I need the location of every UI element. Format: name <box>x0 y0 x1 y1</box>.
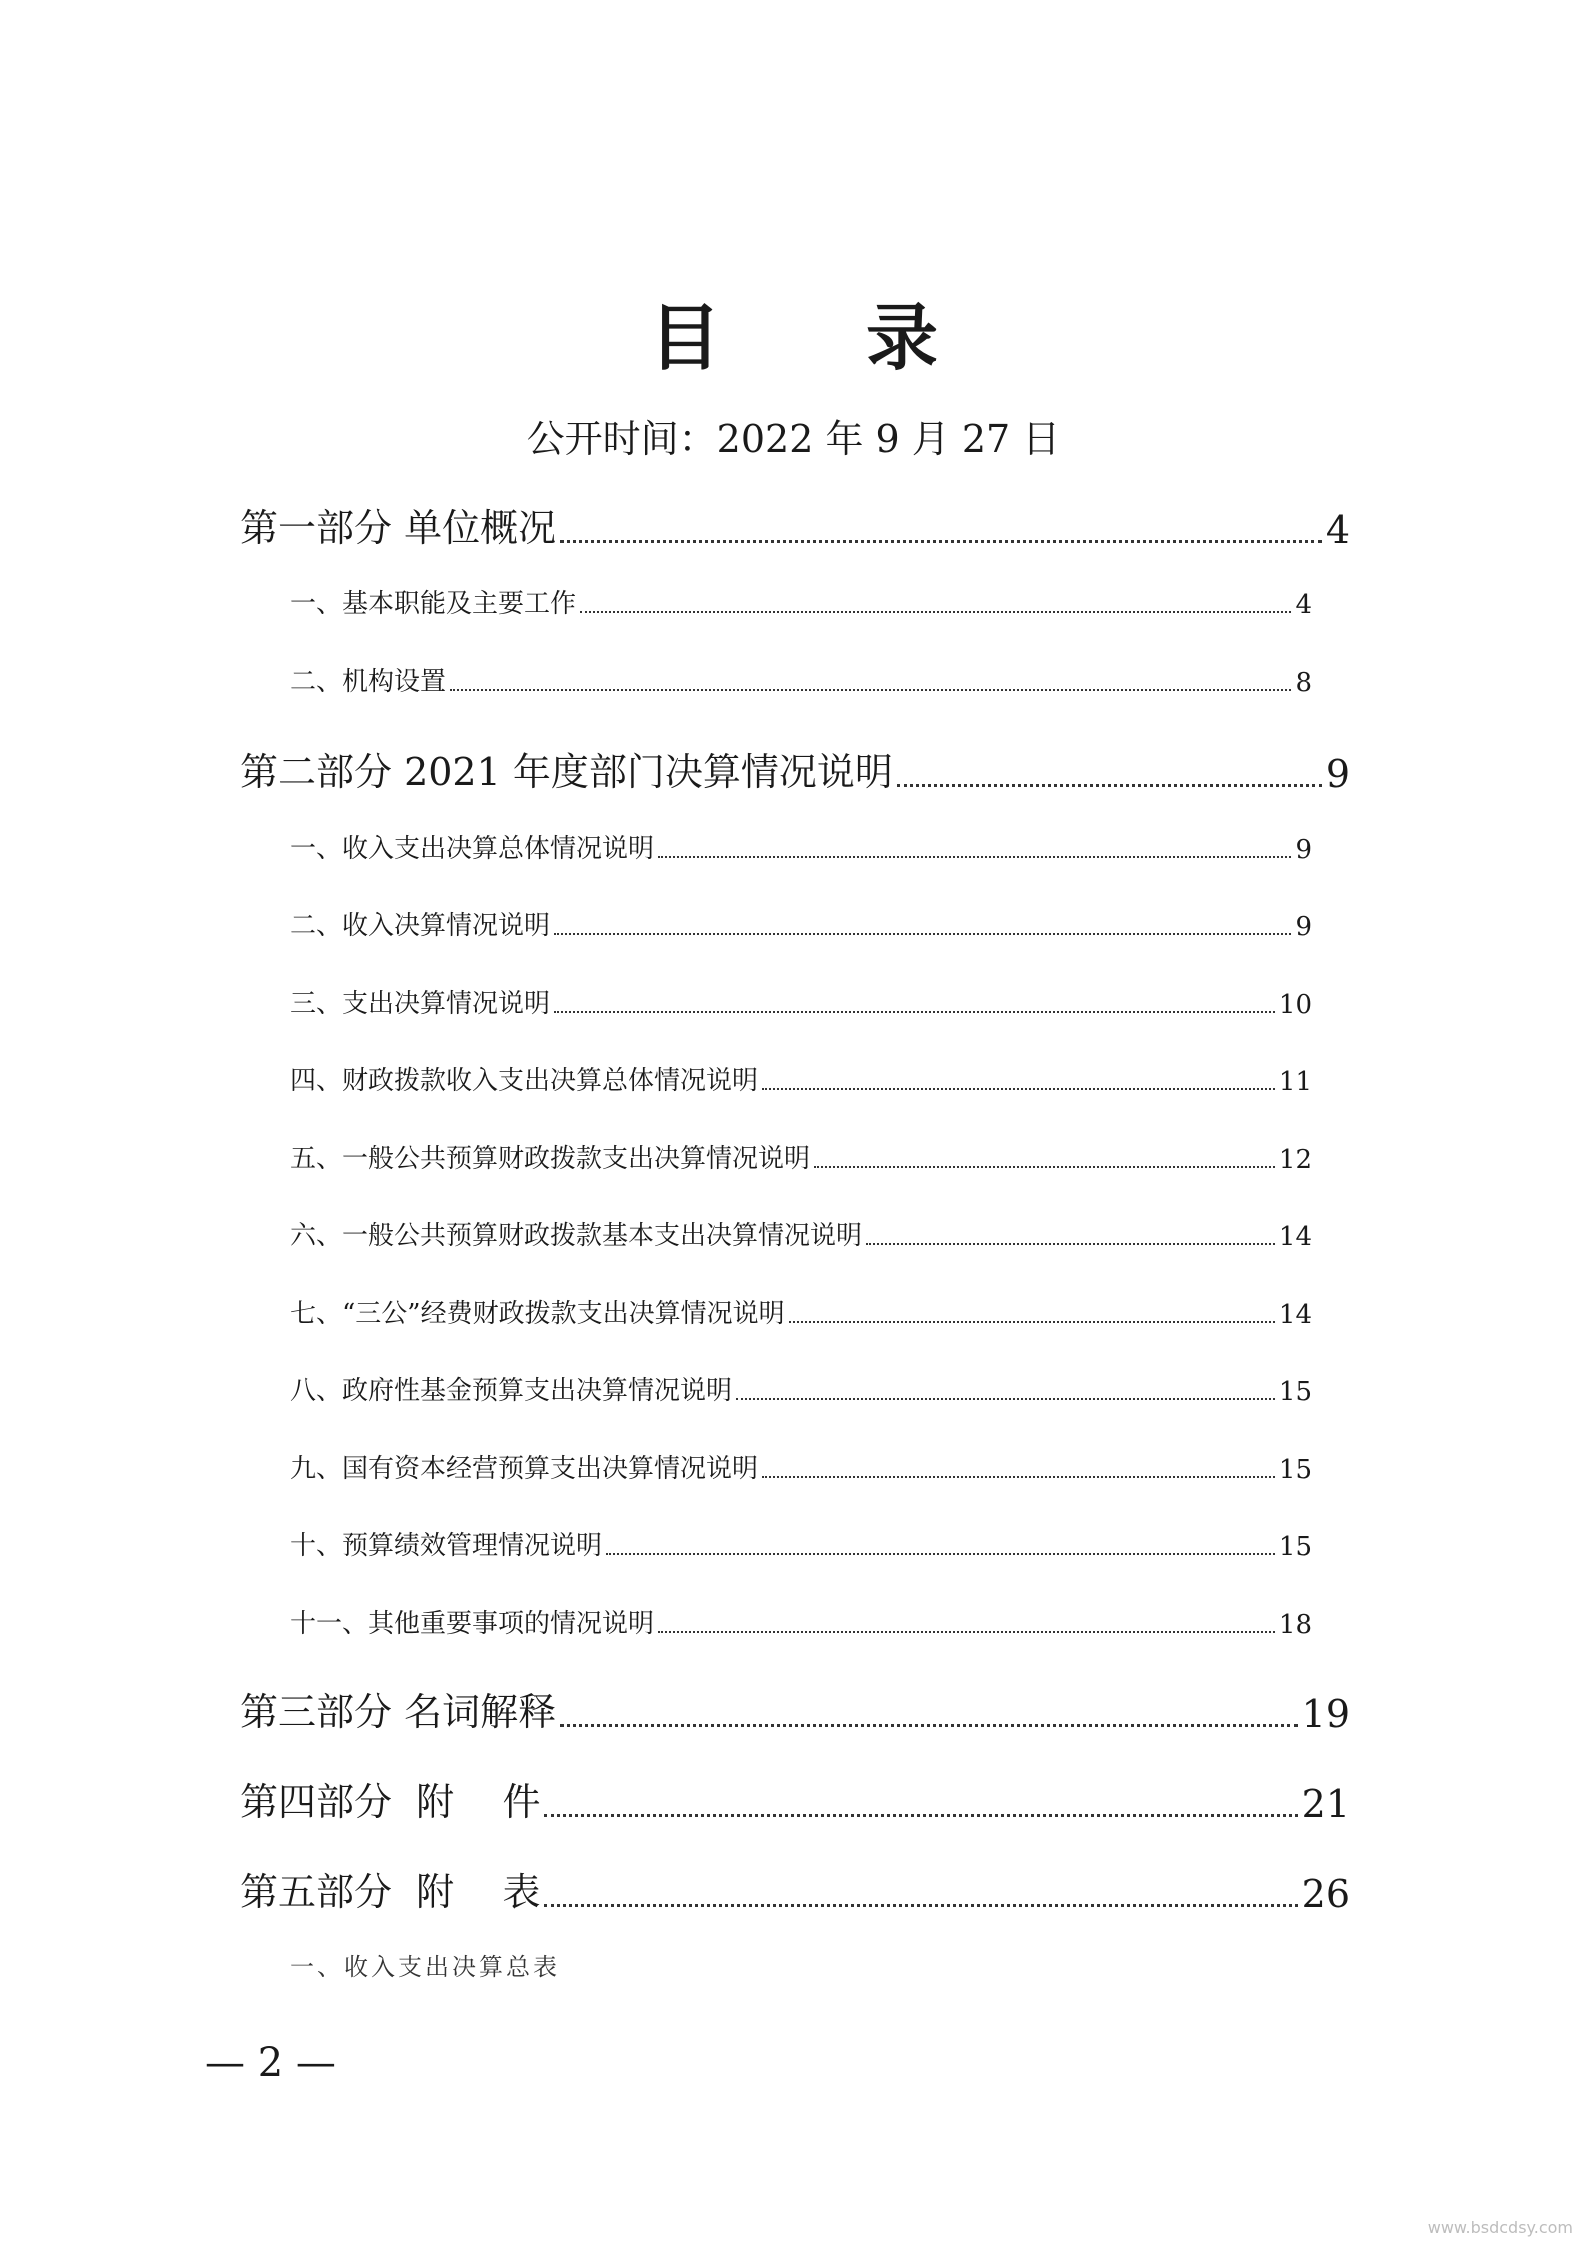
toc-item[interactable] <box>290 1600 1312 1640</box>
toc-page: 15 <box>1278 1532 1312 1562</box>
toc-item[interactable] <box>290 980 1312 1020</box>
dot-leader <box>450 689 1291 691</box>
toc-label: 七、“三公”经费财政拨款支出决算情况说明 <box>290 1299 785 1329</box>
toc-page: 8 <box>1295 668 1312 698</box>
dot-leader <box>580 611 1291 613</box>
toc-item[interactable] <box>290 1057 1312 1097</box>
toc-page: 18 <box>1278 1610 1312 1640</box>
toc-label: 五、一般公共预算财政拨款支出决算情况说明 <box>290 1144 811 1174</box>
page-number: — 2 — <box>205 2040 336 2086</box>
toc-item[interactable] <box>290 825 1312 865</box>
toc-item[interactable] <box>290 1135 1312 1175</box>
dot-leader <box>789 1321 1275 1323</box>
toc-page: 14 <box>1278 1300 1312 1330</box>
toc-item[interactable] <box>290 580 1312 620</box>
toc-item[interactable] <box>290 658 1312 698</box>
toc-label: 第四部分 附 件 <box>240 1780 541 1824</box>
toc-item[interactable] <box>290 1290 1312 1330</box>
dot-leader <box>658 1631 1275 1633</box>
publish-date: 公开时间：2022 年 9 月 27 日 <box>526 417 1061 461</box>
dot-leader <box>897 784 1322 787</box>
toc-label: 九、国有资本经营预算支出决算情况说明 <box>290 1454 759 1484</box>
dot-leader <box>544 1904 1297 1907</box>
toc-item[interactable] <box>290 1522 1312 1562</box>
toc-page: 26 <box>1301 1872 1350 1916</box>
toc-label: 十一、其他重要事项的情况说明 <box>290 1609 655 1639</box>
toc-page: 11 <box>1278 1067 1312 1097</box>
dot-leader <box>606 1553 1275 1555</box>
toc-page: 15 <box>1278 1377 1312 1407</box>
toc-page: 15 <box>1278 1455 1312 1485</box>
toc-page: 9 <box>1295 912 1312 942</box>
toc-item[interactable] <box>290 902 1312 942</box>
dot-leader <box>554 933 1291 935</box>
toc-label: 一、收入支出决算总表 <box>290 1953 560 1981</box>
dot-leader <box>866 1243 1275 1245</box>
dot-leader <box>658 856 1291 858</box>
toc-page: 10 <box>1278 990 1312 1020</box>
toc-label: 第一部分 单位概况 <box>240 506 557 550</box>
dot-leader <box>560 540 1322 543</box>
toc-page: 9 <box>1295 835 1312 865</box>
toc-label: 六、一般公共预算财政拨款基本支出决算情况说明 <box>290 1221 863 1251</box>
toc-item[interactable] <box>290 1445 1312 1485</box>
page-title: 目 录 <box>648 295 999 380</box>
toc-label: 第五部分 附 表 <box>240 1870 541 1914</box>
toc-label: 二、收入决算情况说明 <box>290 911 551 941</box>
toc-page: 9 <box>1325 752 1350 796</box>
toc-label: 第三部分 名词解释 <box>240 1690 557 1734</box>
toc-appendix-item <box>290 1942 560 1982</box>
toc-page: 12 <box>1278 1145 1312 1175</box>
toc-label: 八、政府性基金预算支出决算情况说明 <box>290 1376 733 1406</box>
dot-leader <box>762 1088 1275 1090</box>
toc-page: 4 <box>1325 508 1350 552</box>
toc-part-3[interactable] <box>240 1680 1350 1736</box>
toc-label: 第二部分 2021 年度部门决算情况说明 <box>240 750 893 794</box>
toc-page: 4 <box>1295 590 1312 620</box>
site-watermark: www.bsdcdsy.com <box>1427 2218 1573 2237</box>
dot-leader <box>544 1814 1297 1817</box>
toc-label: 二、机构设置 <box>290 667 447 697</box>
toc-label: 一、收入支出决算总体情况说明 <box>290 834 655 864</box>
toc-label: 三、支出决算情况说明 <box>290 989 551 1019</box>
toc-label: 一、基本职能及主要工作 <box>290 589 577 619</box>
dot-leader <box>814 1166 1275 1168</box>
toc-page: 21 <box>1301 1782 1350 1826</box>
dot-leader <box>736 1398 1275 1400</box>
toc-part-5[interactable] <box>240 1860 1350 1916</box>
toc-label: 十、预算绩效管理情况说明 <box>290 1531 603 1561</box>
toc-page: 19 <box>1301 1692 1350 1736</box>
dot-leader <box>554 1011 1275 1013</box>
toc-item[interactable] <box>290 1367 1312 1407</box>
dot-leader <box>560 1724 1298 1727</box>
toc-part-2[interactable] <box>240 740 1350 796</box>
toc-label: 四、财政拨款收入支出决算总体情况说明 <box>290 1066 759 1096</box>
toc-part-4[interactable] <box>240 1770 1350 1826</box>
toc-item[interactable] <box>290 1212 1312 1252</box>
toc-part-1[interactable] <box>240 496 1350 552</box>
dot-leader <box>762 1476 1275 1478</box>
toc-page: 14 <box>1278 1222 1312 1252</box>
